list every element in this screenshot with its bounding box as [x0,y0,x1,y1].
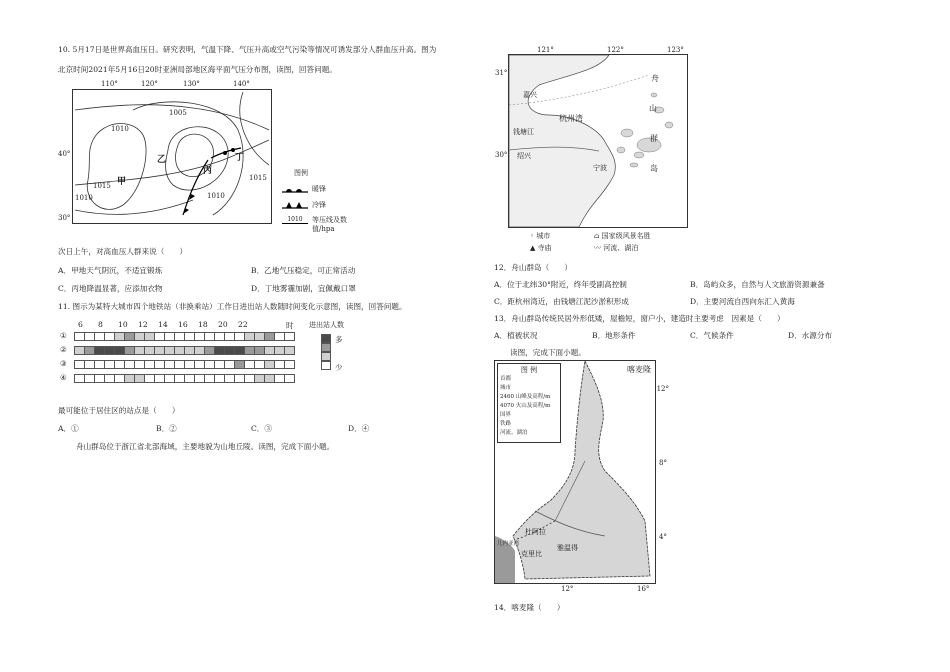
lon-121: 121° [537,46,554,54]
legend-title: 图例 [294,169,308,177]
city-yaounde: 雅温得 [557,544,578,552]
legend-city: 城市 [500,385,512,391]
q10-option-d[interactable]: D．丁地雾霾加剧，宜佩戴口罩 [251,284,356,293]
station-flow-chart [60,320,360,396]
legend-city: ◦ 城市 [530,232,551,240]
lon-label-130: 130° [183,80,200,88]
river-qiantang: 钱塘江 [513,128,534,136]
legend-more: 多 [335,335,343,344]
isobar-label: 1010 [75,194,93,202]
zhoushan-map-drawing [509,55,687,227]
legend-level-2 [321,343,331,352]
place-yi: 乙 [157,155,167,165]
hour-tick: 10 [118,320,128,329]
hour-tick: 16 [178,320,188,329]
hour-tick: 20 [218,320,228,329]
q13-option-d[interactable]: D．水源分布 [788,331,833,340]
hour-tick: 12 [138,320,148,329]
q11-text: 11. 图示为某特大城市四个地铁站（非换乘站）工作日进出站人数随时间变化示意图，读图，回答问题。 [58,302,407,311]
legend-cold-front: 冷锋 [282,200,352,210]
cameroon-map [494,360,669,593]
legend-temple: ▲ 寺庙 [530,244,552,252]
q10-text-line1: 10. 5月17日是世界高血压日。研究表明，气温下降、气压升高或空气污染等情况可诱发部分人群血压升高。图为 [58,45,437,54]
isobar-label: 1015 [93,182,111,190]
zhoushan-intro: 舟山群岛位于浙江省北部海域，主要地貌为山地丘陵。读图，完成下面小题。 [76,442,335,451]
q12-option-c[interactable]: C．距杭州湾近，由钱塘江泥沙淤积形成 [494,297,629,306]
q12-option-a[interactable]: A．位于北纬30°附近，终年受副高控制 [494,280,627,289]
warm-front-icon [282,185,308,193]
lat-label-40: 40° [58,150,71,158]
station-label: ③ [60,359,67,368]
city-jiaxing: 嘉兴 [523,91,537,99]
q12-option-d[interactable]: D．主要河流自西向东汇入黄海 [690,297,795,306]
hour-axis [60,320,320,330]
q13-option-b[interactable]: B．地形条件 [592,331,636,340]
legend-less: 少 [335,363,343,372]
q11-option-c[interactable]: C．③ [251,424,272,433]
hour-tick: 6 [78,320,83,329]
hour-unit: 时 [286,321,294,330]
label-dao: 岛 [650,164,658,173]
cameroon-intro: 读图，完成下面小题。 [510,348,586,357]
lat-4: 4° [659,533,667,541]
lat-30: 30° [495,151,508,159]
lat-12: 12° [656,385,669,393]
zhoushan-legend [530,230,710,254]
legend-isobar: 1010 等压线及数值/hpa [282,216,352,234]
lat-8: 8° [659,459,667,467]
q11-option-a[interactable]: A．① [58,424,79,433]
map-title-cameroon: 喀麦隆 [627,365,651,374]
place-jia: 甲 [117,177,127,187]
flow-cell [284,374,295,383]
q11-question: 最可能位于居住区的站点是（ ） [58,406,180,415]
q12-option-b[interactable]: B．岛屿众多，自然与人文旅游资源兼备 [690,280,825,289]
lon-122: 122° [607,46,624,54]
lon-16: 16° [637,585,650,593]
hour-tick: 8 [98,320,103,329]
legend-river: 河流、湖泊 [500,430,528,436]
lat-31: 31° [495,69,508,77]
flow-legend [309,320,359,370]
station-label: ② [60,345,67,354]
legend-volcano: 4070 火山及高程/m [500,403,551,409]
label-shan: 山 [649,104,657,113]
flow-cell [284,360,295,369]
city-shaoxing: 绍兴 [517,152,531,160]
lon-label-120: 120° [141,80,158,88]
q10-option-b[interactable]: B．乙地气压稳定，可正常活动 [251,266,356,275]
legend-warm-front: 暖锋 [282,184,352,194]
pressure-map-legend [282,168,352,234]
label-qun: 群 [650,134,658,143]
lon-label-140: 140° [233,80,250,88]
isobar-label: 1015 [249,174,267,182]
q13-option-c[interactable]: C．气候条件 [690,331,734,340]
hour-tick: 14 [158,320,168,329]
q10-text-line2: 北京时间2021年5月16日20时亚洲局部地区海平面气压分布图，读图，回答问题。 [58,65,337,74]
flow-cell [284,332,295,341]
legend-peak: 2460 山峰及高程/m [500,394,551,400]
cameroon-legend: 图 例 首都 城市 2460 山峰及高程/m 4070 火山及高程/m 国界 铁路 河流、湖泊 [497,363,561,443]
hour-tick: 22 [238,320,248,329]
q11-option-d[interactable]: D．④ [348,424,370,433]
flow-legend-title: 进出站人数 [309,321,344,329]
city-ningbo: 宁波 [593,164,607,172]
city-douala: 杜阿拉 [525,528,546,536]
q10-question: 次日上午，对高血压人群来说（ ） [58,247,188,256]
station-label: ① [60,331,67,340]
legend-level-0 [321,361,331,370]
q10-option-c[interactable]: C．丙地降温显著，应添加衣物 [58,284,163,293]
legend-capital: 首都 [500,376,512,382]
lon-label-110: 110° [101,80,118,88]
hour-tick: 18 [198,320,208,329]
place-ding: 丁 [235,153,245,163]
q14-question: 14．喀麦隆（ ） [494,603,565,612]
gulf-guinea: 几内亚湾 [497,541,520,547]
q13-question: 13．舟山群岛传统民居外形低矮，屋檐短，窗户小，建造时主要考虑 因素是（ ） [494,314,785,323]
legend-level-3 [321,334,331,343]
bay-hangzhou: 杭州湾 [559,114,583,123]
legend-border: 国界 [500,412,512,418]
isobar-label: 1010 [111,125,129,133]
legend-level-1 [321,352,331,361]
lat-label-30: 30° [58,214,71,222]
city-kribi: 克里比 [521,550,542,558]
legend-railway: 铁路 [500,421,512,427]
flow-cell [284,346,295,355]
q13-option-a[interactable]: A．植被状况 [494,331,538,340]
q11-option-b[interactable]: B．② [156,424,177,433]
q12-question: 12．舟山群岛（ ） [494,263,573,272]
station-label: ④ [60,373,67,382]
place-bing: 丙 [203,166,213,176]
flow-legend-scale [321,334,359,370]
lon-12: 12° [561,585,574,593]
station-rows [60,332,320,392]
pressure-map [58,80,272,224]
isobar-label: 1005 [169,109,187,117]
cold-front-icon [282,201,308,209]
legend-scenic: ⌂ 国家级风景名胜 [594,232,651,240]
label-zhou: 舟 [651,74,659,83]
legend-river: 〰 河流、湖泊 [594,244,639,252]
q10-option-a[interactable]: A．甲地天气阴沉，不适宜锻炼 [58,266,163,275]
lon-123: 123° [667,46,684,54]
zhoushan-map [495,46,688,228]
isobar-label: 1010 [207,192,225,200]
